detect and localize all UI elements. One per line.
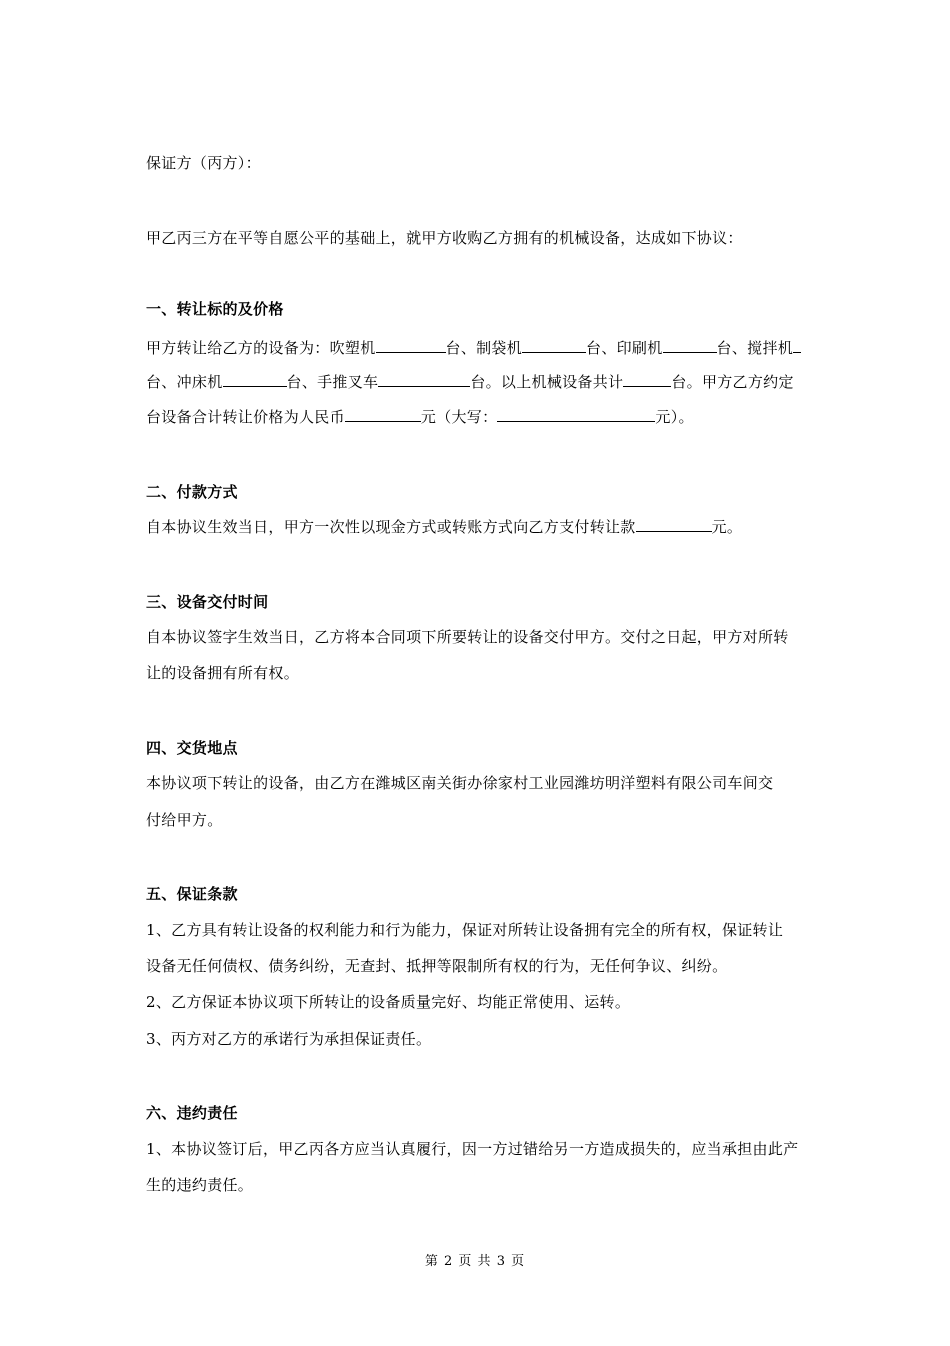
section4-line2: 付给甲方。 — [146, 811, 223, 829]
intro-paragraph: 甲乙丙三方在平等自愿公平的基础上，就甲方收购乙方拥有的机械设备，达成如下协议： — [146, 229, 743, 247]
section5-item2: 2、乙方保证本协议项下所转让的设备质量完好、均能正常使用、运转。 — [146, 993, 631, 1011]
blank-payment-amount — [636, 517, 712, 532]
blank-mixer-qty — [793, 338, 801, 353]
section3-heading: 三、设备交付时间 — [146, 593, 269, 611]
section3-line2: 让的设备拥有所有权。 — [146, 664, 300, 682]
section1-line1-b: 台、制袋机 — [445, 339, 523, 357]
section1-line2-d: 台。甲方乙方约定 — [671, 373, 794, 391]
blank-total-qty — [623, 372, 671, 387]
blank-bag-machine-qty — [522, 338, 586, 353]
section5-heading: 五、保证条款 — [146, 885, 238, 903]
section1-line2-a: 台、冲床机 — [146, 373, 223, 391]
section1-line1-a: 甲方转让给乙方的设备为：吹塑机 — [146, 339, 376, 357]
guarantor-label: 保证方（丙方）： — [146, 154, 261, 172]
section2-text-b: 元。 — [711, 518, 743, 536]
section1-line1-d: 台、搅拌机 — [716, 339, 794, 357]
section2-text — [146, 517, 812, 537]
section4-line1: 本协议项下转让的设备，由乙方在潍城区南关街办徐家村工业园潍坊明洋塑料有限公司车间交 — [146, 774, 774, 792]
section6-item1-line2: 生的违约责任。 — [146, 1176, 254, 1194]
section1-line3 — [146, 407, 812, 427]
section1-line2-b: 台、手推叉车 — [286, 373, 379, 391]
blank-forklift-qty — [378, 372, 470, 387]
section1-line1 — [146, 338, 812, 358]
section1-line3-c: 元）。 — [655, 408, 694, 426]
section1-line2 — [146, 372, 812, 392]
section6-item1-line1: 1、本协议签订后，甲乙丙各方应当认真履行，因一方过错给另一方造成损失的，应当承担由此产 — [146, 1140, 799, 1158]
section1-line2-c: 台。以上机械设备共计 — [470, 373, 624, 391]
section4-heading: 四、交货地点 — [146, 739, 238, 757]
section6-heading: 六、违约责任 — [146, 1104, 238, 1122]
section1-line1-c: 台、印刷机 — [586, 339, 663, 357]
section1-line3-b: 元（大写： — [420, 408, 498, 426]
blank-price-amount — [345, 407, 421, 422]
blank-blow-molding-qty — [376, 338, 446, 353]
section1-line3-a: 台设备合计转让价格为人民币 — [146, 408, 345, 426]
section5-item1-line2: 设备无任何债权、债务纠纷，无查封、抵押等限制所有权的行为，无任何争议、纠纷。 — [146, 957, 728, 975]
section2-text-a: 自本协议生效当日，甲方一次性以现金方式或转账方式向乙方支付转让款 — [146, 518, 636, 536]
section3-line1: 自本协议签字生效当日，乙方将本合同项下所要转让的设备交付甲方。交付之日起，甲方对所转 — [146, 628, 789, 646]
section2-heading: 二、付款方式 — [146, 483, 238, 501]
blank-punch-machine-qty — [223, 372, 287, 387]
section1-heading: 一、转让标的及价格 — [146, 300, 284, 318]
blank-price-in-words — [497, 407, 655, 422]
page-number-footer: 第 2 页 共 3 页 — [424, 1254, 526, 1269]
section5-item1-line1: 1、乙方具有转让设备的权利能力和行为能力，保证对所转让设备拥有完全的所有权，保证转让 — [146, 921, 784, 939]
section5-item3: 3、丙方对乙方的承诺行为承担保证责任。 — [146, 1030, 432, 1048]
blank-printing-machine-qty — [663, 338, 717, 353]
